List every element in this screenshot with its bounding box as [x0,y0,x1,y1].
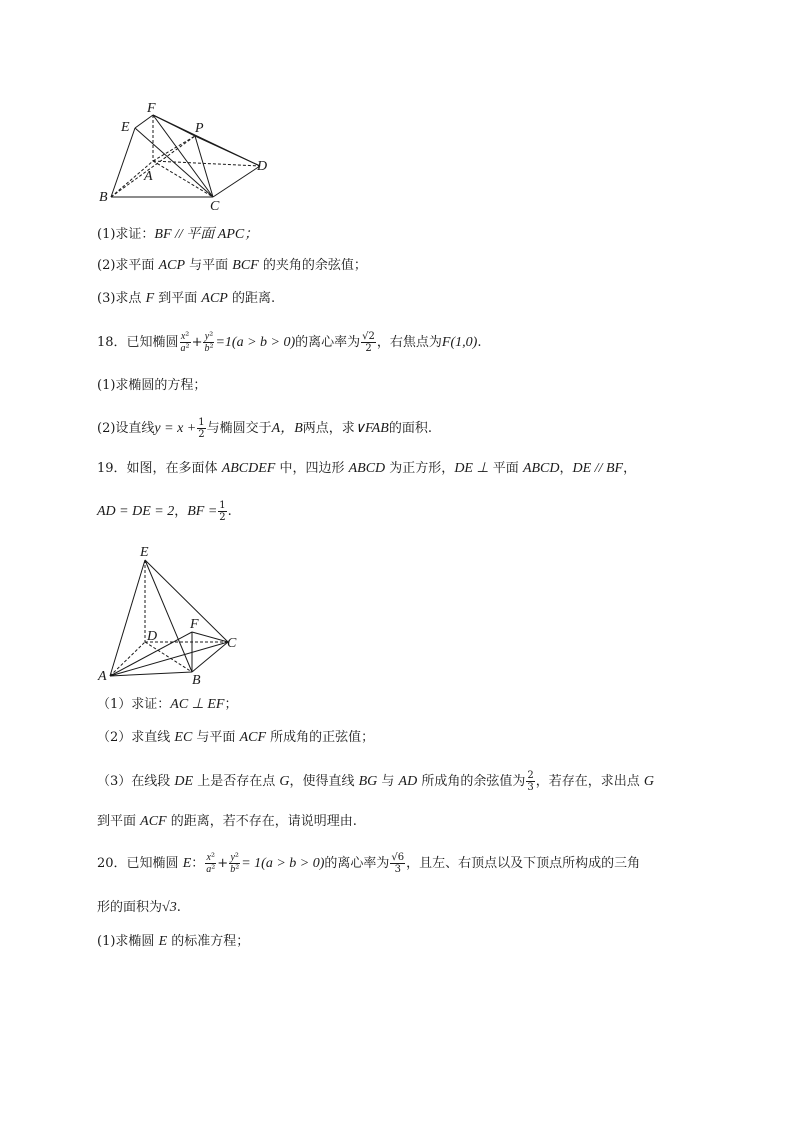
label-F: F [190,617,199,632]
q18-equation-tail: =1(a > b > 0) [215,335,296,350]
q20-part1-text-a: (1)求椭圆 [97,934,159,949]
q19-part3-line1 [97,770,654,793]
q19-text-c: 为正方形， [385,461,455,476]
q18-end: . [477,335,482,350]
q19-math-g: BF = [187,504,218,519]
q19-stem-line2 [97,500,232,523]
q18-triangle: ∨FAB [354,421,389,436]
q18-part2 [97,417,432,440]
q20-eccentricity [390,852,405,875]
q20-part1-math: E [158,934,168,949]
q19-text-d: 平面 [488,461,523,476]
q20-lead: 20．已知椭圆 [97,856,183,871]
label-B: B [99,190,108,205]
q18-part2-text-d: 的面积. [388,421,433,436]
q19-text-e: ， [559,461,573,476]
q19-part2 [97,728,374,748]
q18-part2-text-c: 两点，求 [302,421,355,436]
q18-lead: 18．已知椭圆 [97,335,179,350]
ellipse-x-fraction: $\frac{\text{x²}}{\text{a²}}$ [180,331,190,354]
label-P: P [195,121,204,136]
q18-stem: 18．已知椭圆 $\frac{\text{x²}}{\text{a²}}$ + $\frac{\text{y²}}{\text{b²}}$ =1(a > b > 0)的离心率为 $\frac{√2}{2}$ ，右焦点为F(1,0). [97,331,482,354]
q20-stem-line2 [97,898,181,918]
label-A: A [144,169,153,184]
q20-part1 [97,932,249,952]
q19-part2-text-a: （2）求直线 [97,730,175,745]
q17-part3-text-a: (3)求点 [97,291,146,306]
q20-ecc-num: √6 [391,852,405,863]
polyhedron-figure-2 [95,540,255,685]
q19-part3-text-c: ，使得直线 [289,774,359,789]
q18-line-eq: y = x + [154,421,197,436]
q19-math-d: ABCD [522,461,560,476]
q18-half-fraction: $\frac{1}{2}$ [198,417,205,440]
q17-part3-text-c: 的距离. [227,291,276,306]
q19-cos-den: 3 [527,782,534,793]
q18-part2-text-b: 与椭圆交于 [206,421,272,436]
q20-ellipse-name: E [182,856,192,871]
q19-text-b: 中，四边形 [275,461,349,476]
polyhedron-figure-1 [95,98,280,213]
label-B: B [192,673,201,685]
q17-part1-text: (1)求证： [97,227,155,242]
q17-part1 [97,225,258,245]
q20-mid: 的离心率为 [324,856,390,871]
label-D: D [257,159,268,174]
q18-focus: F(1,0) [441,335,478,350]
q19-part3-text-h: 的距离，若不存在，请说明理由. [166,814,357,829]
q20-equation-tail: = 1(a > b > 0) [241,856,325,871]
label-E: E [140,545,149,560]
q19-part3-text-d: 与 [377,774,399,789]
q19-part3-text-f: ，若存在，求出点 [535,774,644,789]
q17-part3-math-b: ACP [201,291,228,306]
q19-part3-line2 [97,812,357,832]
q19-cos-num: 2 [527,770,534,781]
label-C: C [227,636,237,651]
q19-part3-text-a: （3）在线段 [97,774,175,789]
label-C: C [210,199,220,213]
label-D: D [147,629,158,644]
q17-part1-math: BF // 平面 APC； [154,227,259,242]
label-A: A [98,669,107,684]
label-F: F [147,101,156,116]
q19-text-h: . [227,504,232,519]
q17-part2-text-b: 与平面 [185,258,233,273]
q19-part3-text-g: 到平面 [97,814,141,829]
q20-area: √3 [162,900,177,915]
q19-math-f: AD = DE = 2 [97,504,175,519]
q18-points: A，B [271,421,303,436]
q20-y-fraction: $\frac{\text{y²}}{\text{b²}}$ [230,852,240,875]
q19-part1-text-b: ； [224,697,238,712]
q18-tail: ，右焦点为 [376,335,442,350]
q20-stem-line1: 20．已知椭圆 E： $\frac{\text{x²}}{\text{a²}}$ + $\frac{\text{y²}}{\text{b²}}$ = 1(a > b > 0)的离心率为 $\frac{√6}{3}$ ，且左、右顶点以及下顶点所构成的三角 [97,852,641,875]
q17-part2-math-b: BCF [232,258,259,273]
q19-part3-math-a: DE [174,774,194,789]
q20-tail: ，且左、右顶点以及下顶点所构成的三角 [406,856,641,871]
q18-part2-text-a: (2)设直线 [97,421,155,436]
label-E: E [121,120,130,135]
q19-part3-text-b: 上是否存在点 [193,774,280,789]
q19-bf-num: 1 [219,500,226,511]
q19-part3-text-e: 所成角的余弦值为 [417,774,526,789]
q19-part1-math: AC ⊥ EF [170,697,225,712]
q20-colon: ： [191,856,205,871]
q17-part3 [97,289,275,309]
q19-part2-text-c: 所成角的正弦值； [266,730,375,745]
q19-part3-math-b: G [279,774,290,789]
q19-bf-fraction [218,500,226,523]
q19-part2-math-a: EC [174,730,193,745]
q19-math-e: DE // BF [572,461,624,476]
q19-part2-text-b: 与平面 [192,730,240,745]
q20-part1-text-b: 的标准方程； [167,934,250,949]
q17-part2-math-a: ACP [158,258,186,273]
q19-math-a: ABCDEF [221,461,276,476]
q19-text-g: ， [174,504,188,519]
q20-ecc-den: 3 [394,864,401,875]
q20-line2-text-a: 形的面积为 [97,900,163,915]
q17-part3-text-b: 到平面 [154,291,202,306]
q19-text-f: ， [623,461,637,476]
q18-eccentricity [361,331,376,354]
q19-part3-math-d: AD [398,774,418,789]
q18-ecc-num: √2 [362,331,375,342]
q19-math-c: DE ⊥ [454,461,489,476]
ellipse-y-fraction: $\frac{\text{y²}}{\text{b²}}$ [204,331,214,354]
q19-part3-math-f: ACF [140,814,167,829]
q19-text-a: 19．如图，在多面体 [97,461,222,476]
q20-line2-text-b: . [176,900,181,915]
q19-stem-line1 [97,459,636,479]
q17-part2 [97,256,367,276]
q18-ecc-den: 2 [365,343,372,354]
q19-bf-den: 2 [219,512,226,523]
q20-x-fraction: $\frac{\text{x²}}{\text{a²}}$ [206,852,216,875]
q19-part3-math-c: BG [358,774,378,789]
q17-part2-text-a: (2)求平面 [97,258,159,273]
q18-part1: (1)求椭圆的方程； [97,378,207,393]
q18-mid: 的离心率为 [295,335,361,350]
q19-cos-fraction [526,770,534,793]
q19-part3-math-e: G [643,774,654,789]
q19-part1-text-a: （1）求证： [97,697,171,712]
q19-part2-math-b: ACF [239,730,267,745]
q17-part2-text-c: 的夹角的余弦值； [258,258,367,273]
q19-math-b: ABCD [348,461,386,476]
q19-part1 [97,695,238,715]
q17-part3-math-a: F [145,291,155,306]
